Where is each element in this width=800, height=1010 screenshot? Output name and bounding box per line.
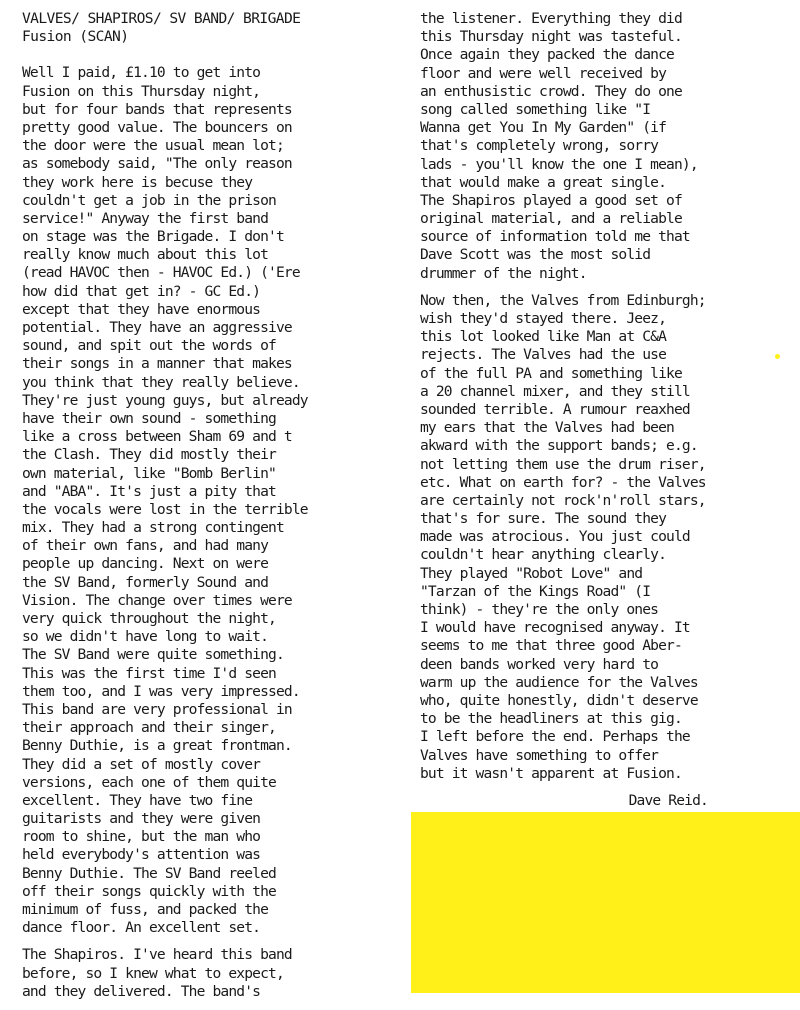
text-line: versions, each one of them quite (22, 773, 276, 791)
text-line: made was atrocious. You just could (420, 528, 690, 546)
text-line: the listener. Everything they did (420, 10, 682, 27)
text-line: minimum of fuss, and packed the (22, 901, 269, 918)
text-line: that would make a great single. (420, 173, 667, 191)
text-line: Valves have something to offer (420, 746, 659, 764)
text-line: their approach and their singer, (22, 719, 276, 737)
text-line: They're just young guys, but already (22, 391, 308, 409)
text-line: an enthusistic crowd. They do one (420, 82, 682, 100)
text-line: seems to me that three good Aber- (420, 637, 682, 655)
text-line: held everybody's attention was (22, 846, 261, 864)
text-line: of their own fans, and had many (22, 537, 269, 555)
text-line: room to shine, but the man who (22, 828, 261, 846)
text-line: I would have recognised anyway. It (420, 619, 690, 637)
text-line: source of information told me that (420, 228, 690, 246)
text-line: sound, and spit out the words of (22, 337, 276, 355)
text-line: so we didn't have long to wait. (22, 628, 269, 646)
text-line: them too, and I was very impressed. (22, 682, 300, 700)
text-line: I left before the end. Perhaps the (420, 728, 690, 746)
review-paragraph (22, 64, 397, 937)
heading-line: Fusion (SCAN) (22, 28, 129, 46)
text-line: they work here is becuse they (22, 173, 253, 191)
text-line: This was the first time I'd seen (22, 664, 276, 682)
text-line: couldn't get a job in the prison (22, 191, 276, 209)
text-line: off their songs quickly with the (22, 882, 276, 900)
text-line: rejects. The Valves had the use (420, 346, 667, 364)
text-line: this Thursday night was tasteful. (420, 28, 682, 46)
text-line: not letting them use the drum riser, (420, 455, 706, 473)
text-line: their songs in a manner that makes (22, 355, 292, 373)
text-line: really know much about this lot (22, 246, 269, 264)
text-line: deen bands worked very hard to (420, 655, 659, 673)
text-line: couldn't hear anything clearly. (420, 546, 667, 564)
text-line: this lot looked like Man at C&A (420, 328, 667, 346)
text-line: a 20 channel mixer, and they still (420, 382, 690, 400)
text-line: who, quite honestly, didn't deserve (420, 691, 698, 709)
text-line: that's completely wrong, sorry (420, 137, 659, 155)
text-line: of the full PA and something like (420, 364, 682, 382)
text-line: wish they'd stayed there. Jeez, (420, 310, 667, 327)
text-line: the vocals were lost in the terrible (22, 500, 308, 518)
text-line: The Shapiros. I've heard this band (22, 946, 292, 964)
text-line: how did that get in? - GC Ed.) (22, 282, 261, 300)
review-paragraph (420, 292, 800, 783)
text-line: are certainly not rock'n'roll stars, (420, 491, 706, 509)
text-line: The SV Band were quite something. (22, 646, 284, 664)
article-heading (22, 10, 397, 46)
yellow-highlight-block (411, 812, 800, 993)
text-line: mix. They had a strong contingent (22, 519, 284, 537)
text-line: service!" Anyway the first band (22, 209, 269, 227)
text-line: but it wasn't apparent at Fusion. (420, 764, 682, 782)
text-line: like a cross between Sham 69 and t (22, 428, 292, 446)
review-paragraph (420, 10, 800, 283)
text-line: to be the headliners at this gig. (420, 710, 682, 728)
text-line: Benny Duthie. The SV Band reeled (22, 864, 276, 882)
text-line: on stage was the Brigade. I don't (22, 228, 284, 246)
text-line: "Tarzan of the Kings Road" (I (420, 582, 651, 600)
text-line: Vision. The change over times were (22, 591, 292, 609)
text-line: original material, and a reliable (420, 210, 682, 228)
text-line: Once again they packed the dance (420, 46, 674, 64)
author-signature: Dave Reid. (628, 791, 708, 809)
text-line: before, so I knew what to expect, (22, 964, 284, 982)
text-line: Now then, the Valves from Edinburgh; (420, 291, 706, 309)
text-line: as somebody said, "The only reason (22, 155, 292, 173)
left-column (22, 10, 397, 1010)
text-line: Fusion on this Thursday night, (22, 82, 261, 100)
text-line: floor and were well received by (420, 64, 667, 82)
text-line: lads - you'll know the one I mean), (420, 155, 698, 173)
text-line: my ears that the Valves had been (420, 419, 674, 437)
heading-line: VALVES/ SHAPIROS/ SV BAND/ BRIGADE (22, 10, 301, 27)
text-line: potential. They have an aggressive (22, 319, 292, 336)
text-line: very quick throughout the night, (22, 610, 276, 627)
text-line: guitarists and they were given (22, 810, 261, 828)
text-line: pretty good value. The bouncers on (22, 118, 292, 136)
text-line: own material, like "Bomb Berlin" (22, 464, 276, 482)
text-line: that's for sure. The sound they (420, 510, 667, 528)
text-line: the SV Band, formerly Sound and (22, 573, 269, 591)
text-line: They did a set of mostly cover (22, 755, 261, 773)
text-line: Well I paid, £1.10 to get into (22, 64, 261, 82)
text-line: This band are very professional in (22, 700, 292, 718)
text-line: song called something like "I (420, 100, 651, 118)
text-line: but for four bands that represents (22, 100, 292, 118)
text-line: sounded terrible. A rumour reaxhed (420, 400, 690, 418)
text-line: have their own sound - something (22, 409, 276, 427)
text-line: Wanna get You In My Garden" (if (420, 119, 667, 137)
text-line: and "ABA". It's just a pity that (22, 482, 276, 500)
text-line: (read HAVOC then - HAVOC Ed.) ('Ere (22, 264, 300, 282)
text-line: warm up the audience for the Valves (420, 673, 698, 691)
text-line: etc. What on earth for? - the Valves (420, 473, 706, 491)
right-column (420, 10, 800, 810)
text-line: the door were the usual mean lot; (22, 137, 284, 155)
text-line: the Clash. They did mostly their (22, 446, 276, 464)
text-line: Benny Duthie, is a great frontman. (22, 737, 292, 755)
text-line: and they delivered. The band's (22, 982, 261, 1000)
text-line: They played "Robot Love" and (420, 564, 643, 582)
heading-gap (22, 46, 397, 64)
text-line: people up dancing. Next on were (22, 555, 269, 573)
text-line: drummer of the night. (420, 264, 587, 282)
text-line: The Shapiros played a good set of (420, 191, 682, 209)
yellow-mark (775, 354, 780, 359)
text-line: you think that they really believe. (22, 373, 300, 391)
text-line: except that they have enormous (22, 300, 261, 318)
text-line: akward with the support bands; e.g. (420, 437, 698, 455)
text-line: excellent. They have two fine (22, 791, 253, 809)
text-line: Dave Scott was the most solid (420, 246, 651, 264)
text-line: think) - they're the only ones (420, 601, 659, 618)
text-line: dance floor. An excellent set. (22, 919, 261, 937)
